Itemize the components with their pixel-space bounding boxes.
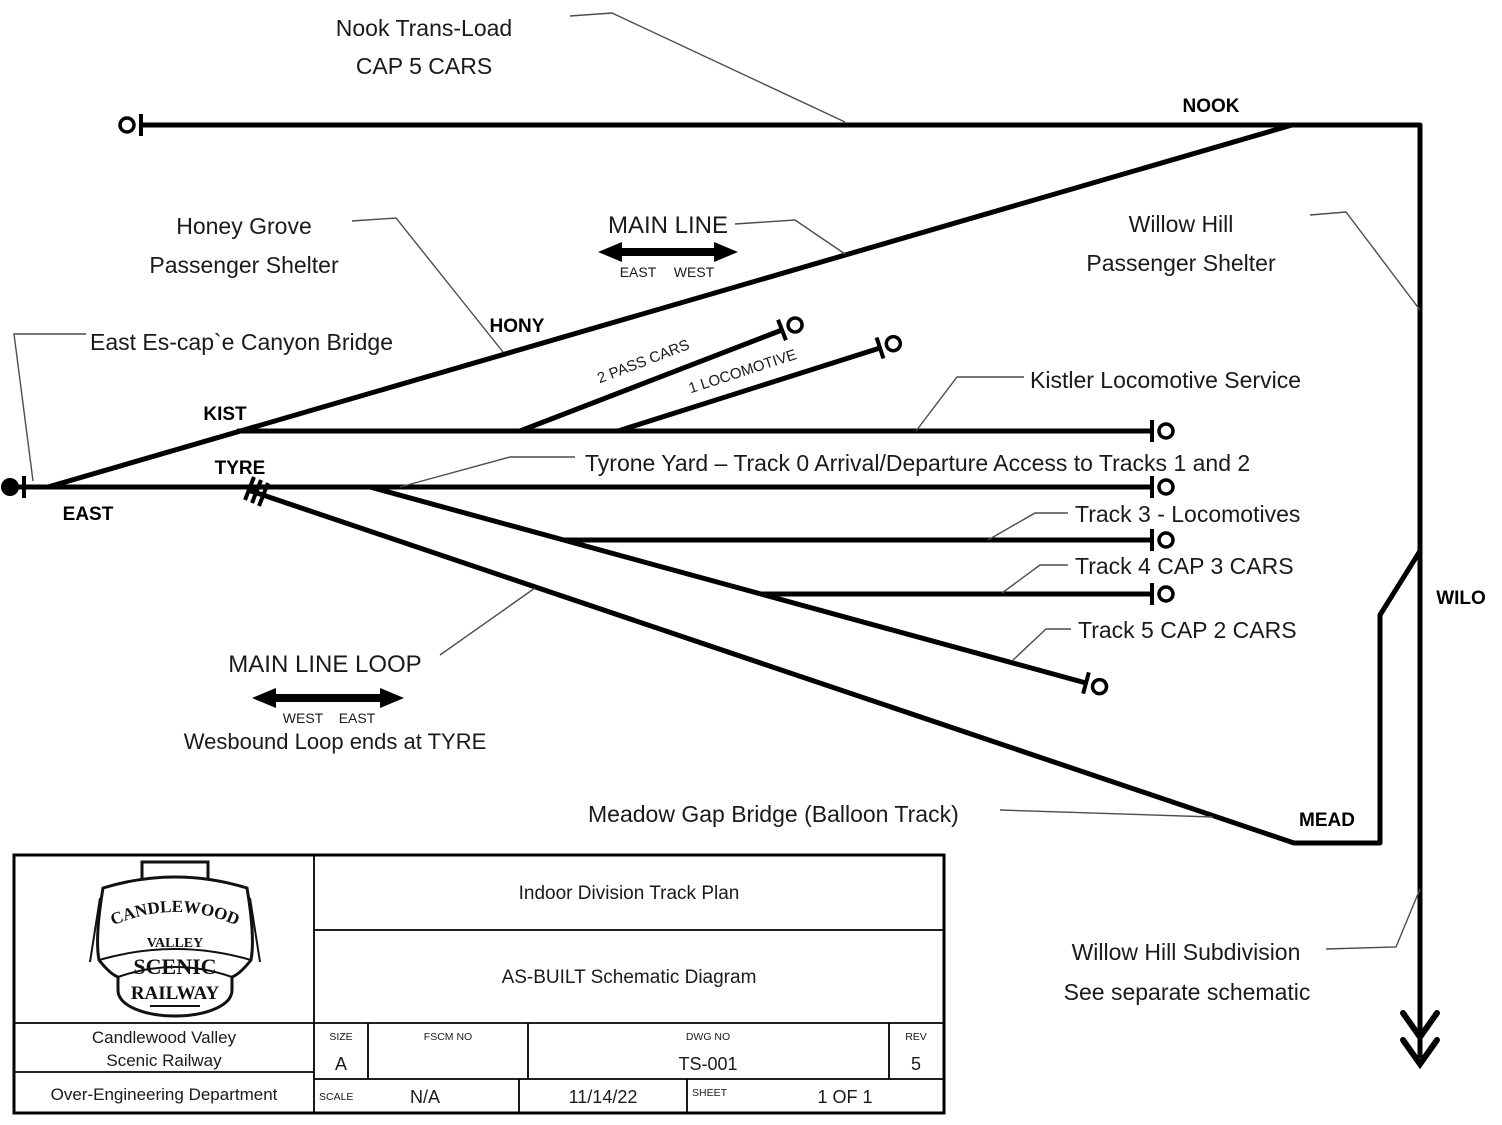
sheet-label: SHEET bbox=[692, 1087, 728, 1099]
end-of-track-nook-west bbox=[120, 114, 141, 136]
station-label-east: EAST bbox=[62, 504, 114, 525]
station-label-tyre: TYRE bbox=[214, 458, 266, 479]
label-honey-grove-1: Honey Grove bbox=[176, 213, 312, 239]
label-track4: Track 4 CAP 3 CARS bbox=[1075, 553, 1294, 579]
logo-text-valley: VALLEY bbox=[146, 936, 204, 951]
dwg-label: DWG NO bbox=[685, 1031, 731, 1043]
leader-kistler bbox=[916, 377, 1024, 431]
scale-value: N/A bbox=[409, 1087, 441, 1107]
loop-west-label: WEST bbox=[282, 710, 324, 726]
station-label-mead: MEAD bbox=[1299, 810, 1355, 831]
title-block-title: Indoor Division Track Plan bbox=[518, 883, 740, 904]
station-label-nook: NOOK bbox=[1182, 96, 1240, 117]
main-line-direction-arrow bbox=[598, 242, 738, 262]
label-nook-transload-2: CAP 5 CARS bbox=[355, 53, 493, 79]
main-line-loop-title: MAIN LINE LOOP bbox=[228, 651, 422, 678]
main-line-title: MAIN LINE bbox=[607, 212, 729, 239]
leader-track4 bbox=[1002, 565, 1068, 593]
label-locomotive-siding: 1 LOCOMOTIVE bbox=[686, 346, 799, 398]
tyre-switch-marks bbox=[245, 477, 268, 506]
company-name-1: Candlewood Valley bbox=[91, 1028, 237, 1047]
leader-nook-transload bbox=[570, 13, 845, 122]
size-value: A bbox=[334, 1054, 348, 1074]
title-block bbox=[14, 855, 944, 1113]
loop-direction-arrow bbox=[252, 688, 404, 708]
label-kistler: Kistler Locomotive Service bbox=[1030, 367, 1301, 393]
main-line-west-label: WEST bbox=[673, 264, 715, 280]
station-label-hony: HONY bbox=[489, 316, 545, 337]
leader-main-line-loop bbox=[440, 588, 535, 655]
railway-logo bbox=[90, 862, 260, 1016]
rev-label: REV bbox=[905, 1031, 927, 1043]
station-label-kist: KIST bbox=[203, 404, 247, 425]
leader-meadow-gap bbox=[1000, 810, 1213, 817]
leader-tyrone-yard bbox=[400, 457, 575, 487]
label-willow-shelter-2: Passenger Shelter bbox=[1086, 250, 1276, 276]
size-label: SIZE bbox=[329, 1031, 353, 1043]
leader-willow-subdivision bbox=[1326, 889, 1420, 949]
rev-value: 5 bbox=[910, 1054, 922, 1074]
label-track3: Track 3 - Locomotives bbox=[1075, 501, 1301, 527]
scale-label: SCALE bbox=[319, 1091, 354, 1103]
dwg-value: TS-001 bbox=[678, 1054, 738, 1074]
label-nook-transload-1: Nook Trans-Load bbox=[335, 15, 513, 41]
label-east-bridge: East Es-cap`e Canyon Bridge bbox=[90, 329, 393, 355]
loop-east-label: EAST bbox=[338, 710, 376, 726]
leader-track5 bbox=[1012, 629, 1071, 661]
company-name-2: Scenic Railway bbox=[106, 1051, 222, 1070]
logo-text-scenic: SCENIC bbox=[133, 954, 217, 979]
title-block-subtitle: AS-BUILT Schematic Diagram bbox=[501, 967, 757, 988]
end-of-track-locomotive bbox=[877, 331, 904, 358]
fscm-label: FSCM NO bbox=[423, 1031, 473, 1043]
label-pass-cars-siding: 2 PASS CARS bbox=[594, 336, 692, 388]
label-willow-subdivision-2: See separate schematic bbox=[1063, 979, 1311, 1005]
end-of-track-track4 bbox=[1152, 583, 1173, 605]
label-willow-shelter-1: Willow Hill bbox=[1128, 211, 1234, 237]
station-label-wilo: WILO bbox=[1436, 588, 1486, 609]
label-willow-subdivision-1: Willow Hill Subdivision bbox=[1071, 939, 1301, 965]
loop-note: Wesbound Loop ends at TYRE bbox=[183, 729, 487, 754]
leader-willow-shelter bbox=[1310, 212, 1420, 310]
leader-east-bridge bbox=[14, 334, 86, 481]
leader-track3 bbox=[988, 513, 1068, 540]
label-track5: Track 5 CAP 2 CARS bbox=[1078, 617, 1297, 643]
leader-main-line bbox=[735, 220, 845, 254]
end-of-track-track5 bbox=[1083, 672, 1109, 699]
track-main-line-loop-balloon bbox=[248, 490, 1420, 843]
sheet-value: 1 OF 1 bbox=[817, 1087, 873, 1107]
department-name: Over-Engineering Department bbox=[50, 1085, 278, 1104]
end-of-track-track0 bbox=[1152, 476, 1173, 498]
logo-text-railway: RAILWAY bbox=[130, 983, 220, 1004]
logo-text-candlewood: CANDLEWOOD bbox=[107, 896, 243, 930]
main-line-east-label: EAST bbox=[619, 264, 657, 280]
end-of-track-kistler bbox=[1152, 420, 1173, 442]
label-honey-grove-2: Passenger Shelter bbox=[149, 252, 339, 278]
label-tyrone-yard: Tyrone Yard – Track 0 Arrival/Departure Access to Tracks 1 and 2 bbox=[585, 450, 1251, 476]
end-of-track-track3 bbox=[1152, 529, 1173, 551]
end-of-track-pass-cars bbox=[778, 312, 805, 340]
date-value: 11/14/22 bbox=[568, 1087, 638, 1107]
label-meadow-gap: Meadow Gap Bridge (Balloon Track) bbox=[588, 801, 959, 827]
